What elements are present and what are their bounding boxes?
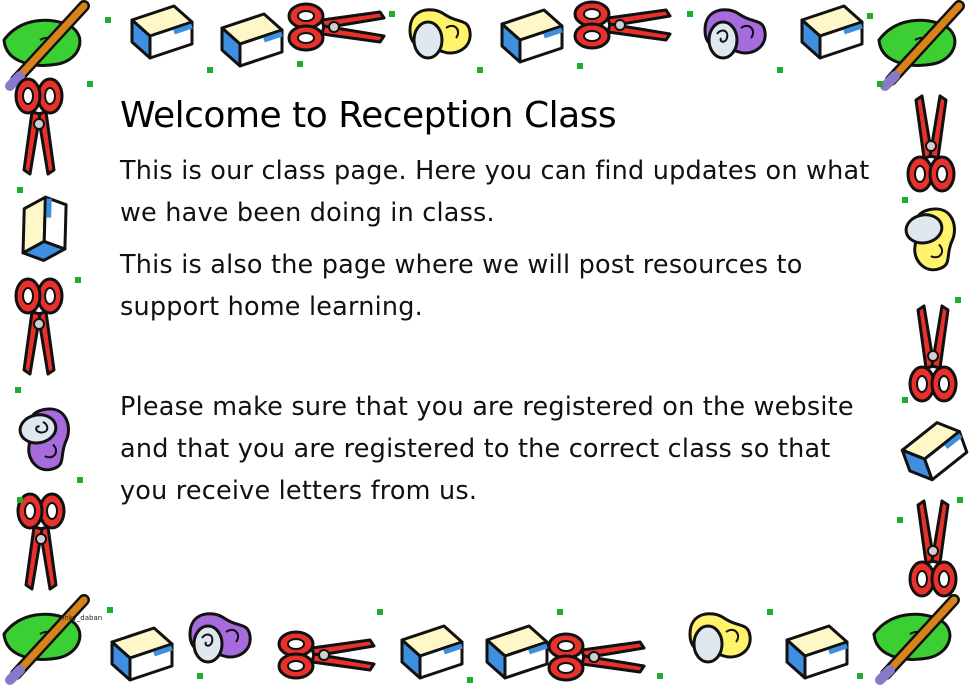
page-title: Welcome to Reception Class xyxy=(120,95,617,136)
eraser-icon xyxy=(897,417,971,486)
eraser-icon xyxy=(10,192,79,266)
scissors-icon xyxy=(16,79,62,174)
paint-brush-icon xyxy=(4,600,84,680)
slide-content xyxy=(120,88,880,512)
eraser-icon xyxy=(787,626,847,678)
scissors-icon xyxy=(549,634,644,680)
eraser-icon xyxy=(802,6,862,58)
glue-tube-icon xyxy=(705,10,765,58)
glue-tube-icon xyxy=(17,406,75,474)
scissors-icon xyxy=(575,2,670,48)
eraser-icon xyxy=(132,6,192,58)
right-border xyxy=(897,96,971,596)
intro-paragraph: This is our class page. Here you can find updates on what we have been doing in class. xyxy=(120,156,870,228)
bottom-border xyxy=(4,600,954,680)
top-border xyxy=(4,2,959,86)
glue-tube-icon xyxy=(903,206,961,274)
glue-tube-icon xyxy=(190,614,250,662)
paint-brush-icon xyxy=(874,600,954,680)
registration-paragraph: Please make sure that you are registered on the website and that you are registered to the correct class so that you receive letters from us. xyxy=(120,392,854,506)
resources-paragraph: This is also the page where we will post resources to support home learning. xyxy=(120,250,803,322)
eraser-icon xyxy=(402,626,462,678)
paint-brush-icon xyxy=(4,6,84,86)
eraser-icon xyxy=(222,14,282,66)
paint-brush-icon xyxy=(879,6,959,86)
glue-tube-icon xyxy=(690,614,750,662)
scissors-icon xyxy=(910,501,956,596)
scissors-icon xyxy=(279,632,374,678)
scissors-icon xyxy=(289,4,384,50)
scissors-icon xyxy=(18,494,64,589)
left-border xyxy=(10,79,79,589)
eraser-icon xyxy=(487,626,547,678)
scissors-icon xyxy=(910,306,956,401)
glue-tube-icon xyxy=(410,10,470,58)
scissors-icon xyxy=(16,279,62,374)
eraser-icon xyxy=(112,628,172,680)
artist-credit: pinky_daban xyxy=(58,614,103,622)
scissors-icon xyxy=(908,96,954,191)
eraser-icon xyxy=(502,10,562,62)
